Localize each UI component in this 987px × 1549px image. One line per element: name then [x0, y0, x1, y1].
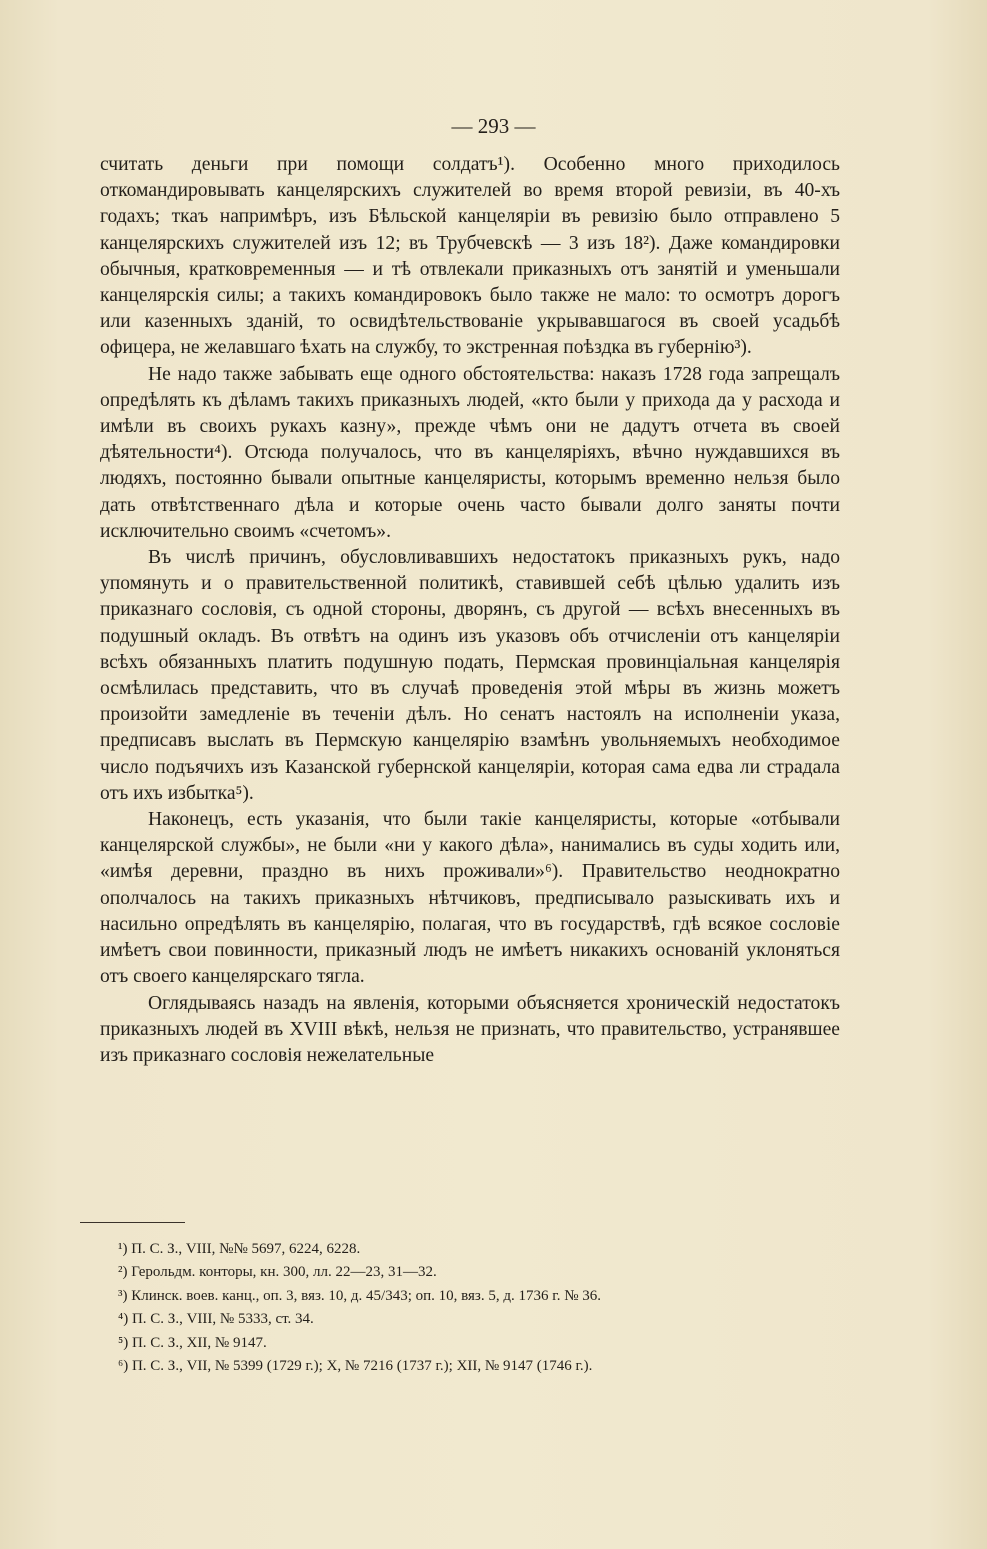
footnote-1: ¹) П. С. З., VIII, №№ 5697, 6224, 6228. [118, 1241, 361, 1257]
paragraph-4: Наконецъ, есть указанія, что были такіе канцеляристы, которые «отбывали канцелярской службы», не были «ни у какого дѣла», нанимались въ суды ходить или, «имѣя деревни, праздно въ нихъ проживали»⁶). Правительство неоднократно ополчалось на такихъ приказныхъ нѣтчиковъ, предписывало разыскивать ихъ и насильно опредѣлять въ канцелярію, полагая, что въ государствѣ, гдѣ всякое сословіе имѣетъ свои повинности, приказный людъ не имѣетъ никакихъ основаній уклоняться отъ своего канцелярскаго тягла. [100, 809, 840, 988]
page-number: — 293 — [451, 114, 536, 138]
paragraph-5: Оглядываясь назадъ на явленія, которыми объясняется хроническій недостатокъ приказныхъ людей въ XVIII вѣкѣ, нельзя не признать, что правительство, устранявшее изъ приказнаго сословія нежелательные [100, 992, 840, 1066]
footnote-divider [80, 1222, 185, 1223]
footnote-6: ⁶) П. С. З., VII, № 5399 (1729 г.); X, № 7216 (1737 г.); XII, № 9147 (1746 г.). [118, 1358, 593, 1375]
body-text [100, 152, 840, 1069]
footnote-2: ²) Герольдм. конторы, кн. 300, лл. 22—23, 31—32. [118, 1264, 437, 1281]
paragraph-1: считать деньги при помощи солдатъ¹). Особенно много приходилось откомандировывать канцелярскихъ служителей во время второй ревизіи, въ 40-хъ годахъ; ткаъ напримѣръ, изъ Бѣльской канцеляріи въ ревизію было отправлено 5 канцелярскихъ служителей изъ 12; въ Трубчевскѣ — 3 изъ 18²). Даже командировки обычныя, кратковременныя — и тѣ отвлекали приказныхъ отъ занятій и уменьшали канцелярскія силы; а такихъ командировокъ было также не мало: то осмотръ дорогъ или казенныхъ зданій, то освидѣтельствованіе укрывавшагося въ своей усадьбѣ офицера, не желавшаго ѣхать на службу, то экстренная поѣздка въ губернію³). [100, 154, 840, 359]
footnote-5: ⁵) П. С. З., XII, № 9147. [118, 1334, 267, 1351]
footnotes [118, 1238, 838, 1378]
footnote-3: ³) Клинск. воев. канц., оп. 3, вяз. 10, д. 45/343; оп. 10, вяз. 5, д. 1736 г. № 36. [118, 1287, 602, 1304]
paragraph-3: Въ числѣ причинъ, обусловливавшихъ недостатокъ приказныхъ рукъ, надо упомянуть и о правительственной политикѣ, ставившей себѣ цѣлью удалить изъ приказнаго сословія, съ одной стороны, дворянъ, съ другой — всѣхъ внесенныхъ въ подушный окладъ. Въ отвѣтъ на одинъ изъ указовъ объ отчисленіи отъ канцеляріи всѣхъ обязанныхъ платить подушную подать, Пермская провинціальная канцелярія осмѣлилась представить, что въ случаѣ проведенія этой мѣры въ жизнь можетъ произойти замедленіе въ теченіи дѣлъ. Но сенатъ настоялъ на исполненіи указа, предписавъ выслать въ Пермскую канцелярію взамѣнъ увольняемыхъ необходимое число подъячихъ изъ Казанской губернской канцеляріи, которая сама едва ли страдала отъ ихъ избытка⁵). [100, 547, 840, 804]
paragraph-2: Не надо также забывать еще одного обстоятельства: наказъ 1728 года запрещалъ опредѣлять къ дѣламъ такихъ приказныхъ людей, «кто были у прихода да у расхода и имѣли въ своихъ рукахъ казну», прежде чѣмъ они не дадутъ отчета въ своей дѣятельности⁴). Отсюда получалось, что въ канцеляріяхъ, вѣчно нуждавшихся въ людяхъ, постоянно бывали опытные канцеляристы, которымъ временно нельзя было дать отвѣтственнаго дѣла и которые очень часто бывали долго заняты почти исключительно своимъ «счетомъ». [100, 363, 840, 542]
footnote-4: ⁴) П. С. З., VIII, № 5333, ст. 34. [118, 1311, 314, 1328]
